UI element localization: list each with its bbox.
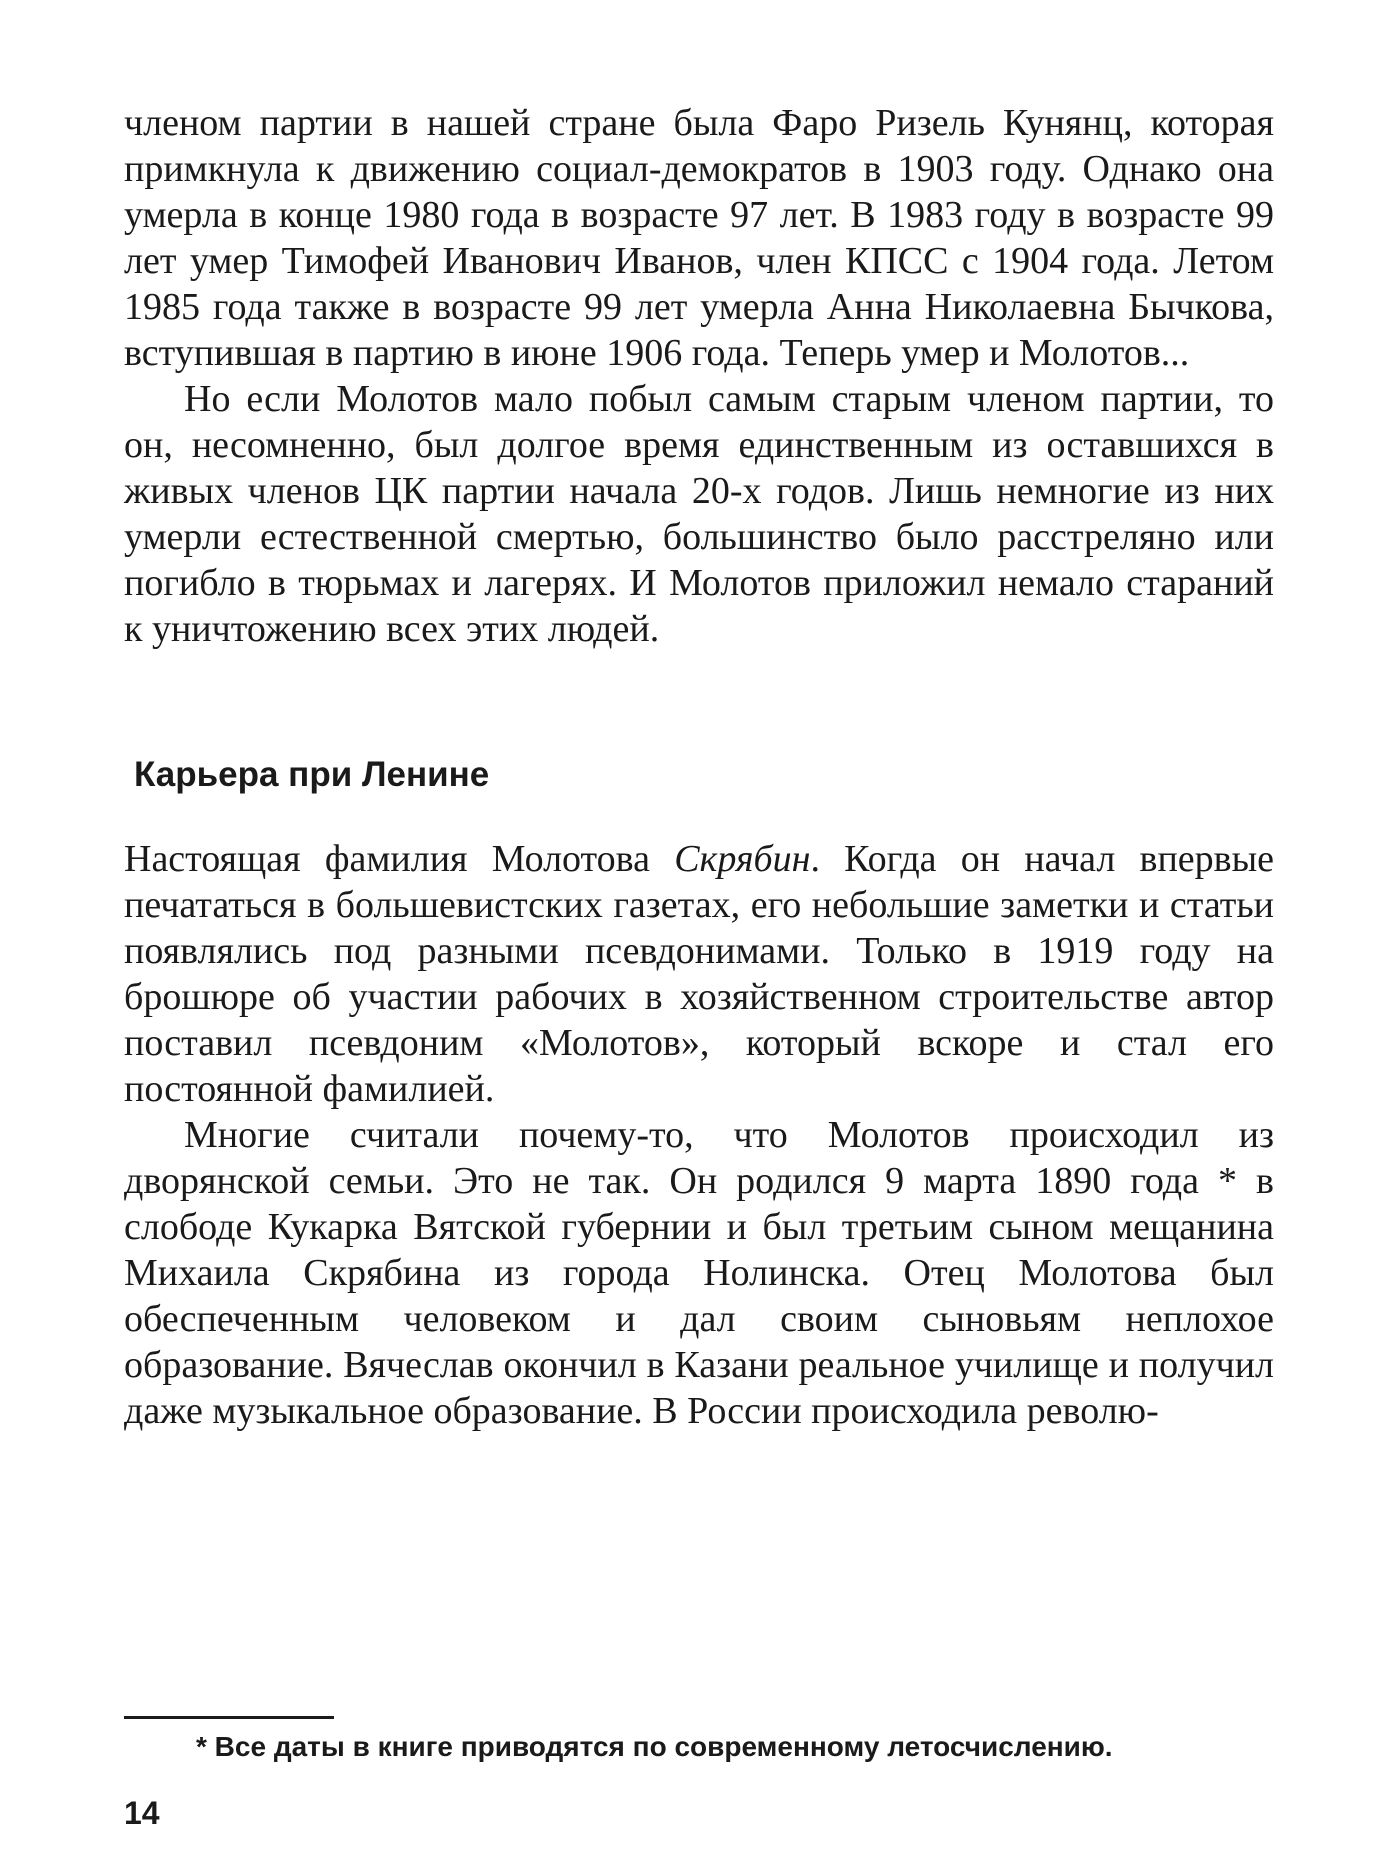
page-number: 14 (124, 1795, 160, 1831)
italic-surname: Скрябин (674, 838, 811, 880)
paragraph-text: Настоящая фамилия Молотова (124, 838, 675, 880)
paragraph-oldest-members: членом партии в нашей стране была Фаро Ризель Кунянц, которая примкнула к движению социал-демократов в 1903 году. Однако она умерла в конце 1980 года в возрасте 97 лет. В 1983 году в возрасте 99 лет умер Тимофей Иванович Иванов, член КПСС с 1904 года. Летом 1985 года также в возрасте 99 лет умерла Анна Николаевна Бычкова, вступившая в партию в июне 1906 года. Теперь умер и Молотов... (124, 102, 1274, 374)
paragraph-molotov-cc: Но если Молотов мало побыл самым старым членом партии, то он, несомненно, был долгое время единственным из оставшихся в живых членов ЦК партии начала 20-х годов. Лишь немногие из них умерли естественной смертью, большинство было расстреляно или погибло в тюрьмах и лагерях. И Молотов приложил немало стараний к уничтожению всех этих людей. (124, 378, 1274, 650)
paragraph-real-surname (124, 836, 1274, 1112)
paragraph-birth: Многие считали почему-то, что Молотов происходил из дворянской семьи. Это не так. Он родился 9 марта 1890 года * в слободе Кукарка Вятской губернии и был третьим сыном мещанина Михаила Скрябина из города Нолинска. Отец Молотова был обеспеченным человеком и дал своим сыновьям неплохое образование. Вячеслав окончил в Казани реальное училище и получил даже музыкальное образование. В России происходила револю- (124, 1114, 1274, 1432)
paragraph-text: . Когда он начал впервые печататься в большевистских газетах, его небольшие заметки и статьи появлялись под разными псевдонимами. Только в 1919 году на брошюре об участии рабочих в хозяйственном строительстве автор поставил псевдоним «Молотов», который вскоре и стал его постоянной фамилией. (124, 838, 1274, 1110)
footnote: * Все даты в книге приводятся по современному летосчислению. (196, 1731, 1113, 1762)
page-body (124, 100, 1274, 1434)
section-heading: Карьера при Ленине (134, 755, 490, 794)
footnote-divider (124, 1716, 334, 1719)
